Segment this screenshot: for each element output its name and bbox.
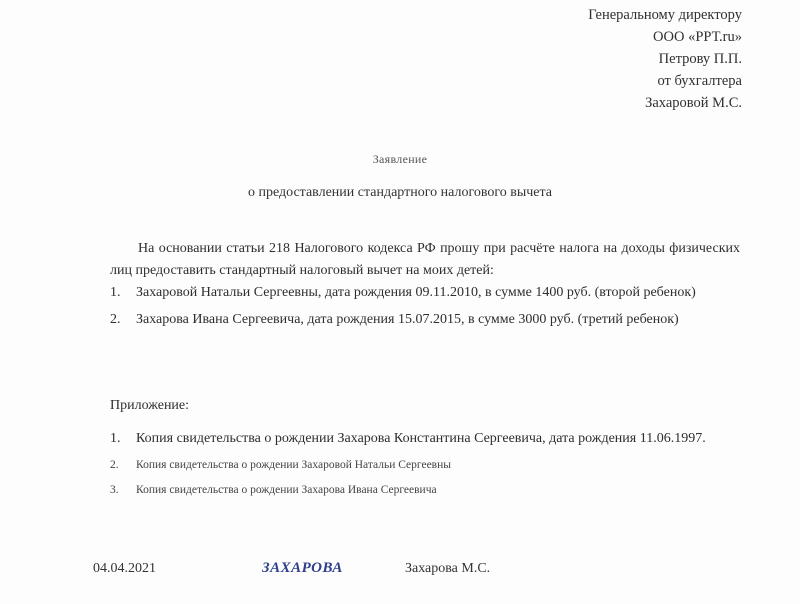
list-number: 1.	[110, 431, 121, 446]
children-list	[110, 282, 740, 336]
addressee-position: Генеральному директору	[588, 7, 742, 23]
document-date: 04.04.2021	[93, 561, 156, 576]
list-item-text: Захаровой Натальи Сергеевны, дата рождения 09.11.2010, в сумме 1400 руб. (второй ребенок)	[136, 285, 696, 300]
sender-position: от бухгалтера	[657, 73, 742, 89]
list-item	[110, 480, 740, 501]
sender-name: Захаровой М.С.	[645, 95, 742, 111]
signature: ЗАХАРОВА	[262, 560, 343, 576]
list-number: 1.	[110, 285, 121, 300]
attachments-label: Приложение:	[110, 398, 190, 413]
list-item	[110, 428, 740, 449]
list-number: 2.	[110, 312, 121, 327]
addressee-block	[502, 4, 742, 114]
addressee-name: Петрову П.П.	[658, 51, 742, 67]
list-number: 3.	[110, 484, 119, 496]
list-item-text: Копия свидетельства о рождении Захарова Ивана Сергеевича	[136, 484, 437, 496]
document-title: Заявление	[372, 152, 428, 166]
request-paragraph: На основании статьи 218 Налогового кодекса РФ прошу при расчёте налога на доходы физических лиц предоставить стандартный налоговый вычет на моих детей:	[110, 241, 740, 278]
list-item-text: Копия свидетельства о рождении Захарова Константина Сергеевича, дата рождения 11.06.1997.	[136, 431, 706, 446]
addressee-company: ООО «РРТ.ru»	[653, 29, 742, 45]
list-number: 2.	[110, 459, 119, 471]
signer-name: Захарова М.С.	[405, 561, 491, 576]
document-subtitle: о предоставлении стандартного налогового вычета	[247, 185, 553, 200]
list-item	[110, 282, 740, 303]
attachments-list	[110, 428, 740, 505]
list-item	[110, 309, 740, 330]
list-item-text: Копия свидетельства о рождении Захаровой Натальи Сергеевны	[136, 459, 451, 471]
list-item	[110, 455, 740, 476]
list-item-text: Захарова Ивана Сергеевича, дата рождения 15.07.2015, в сумме 3000 руб. (третий ребенок)	[136, 312, 679, 327]
